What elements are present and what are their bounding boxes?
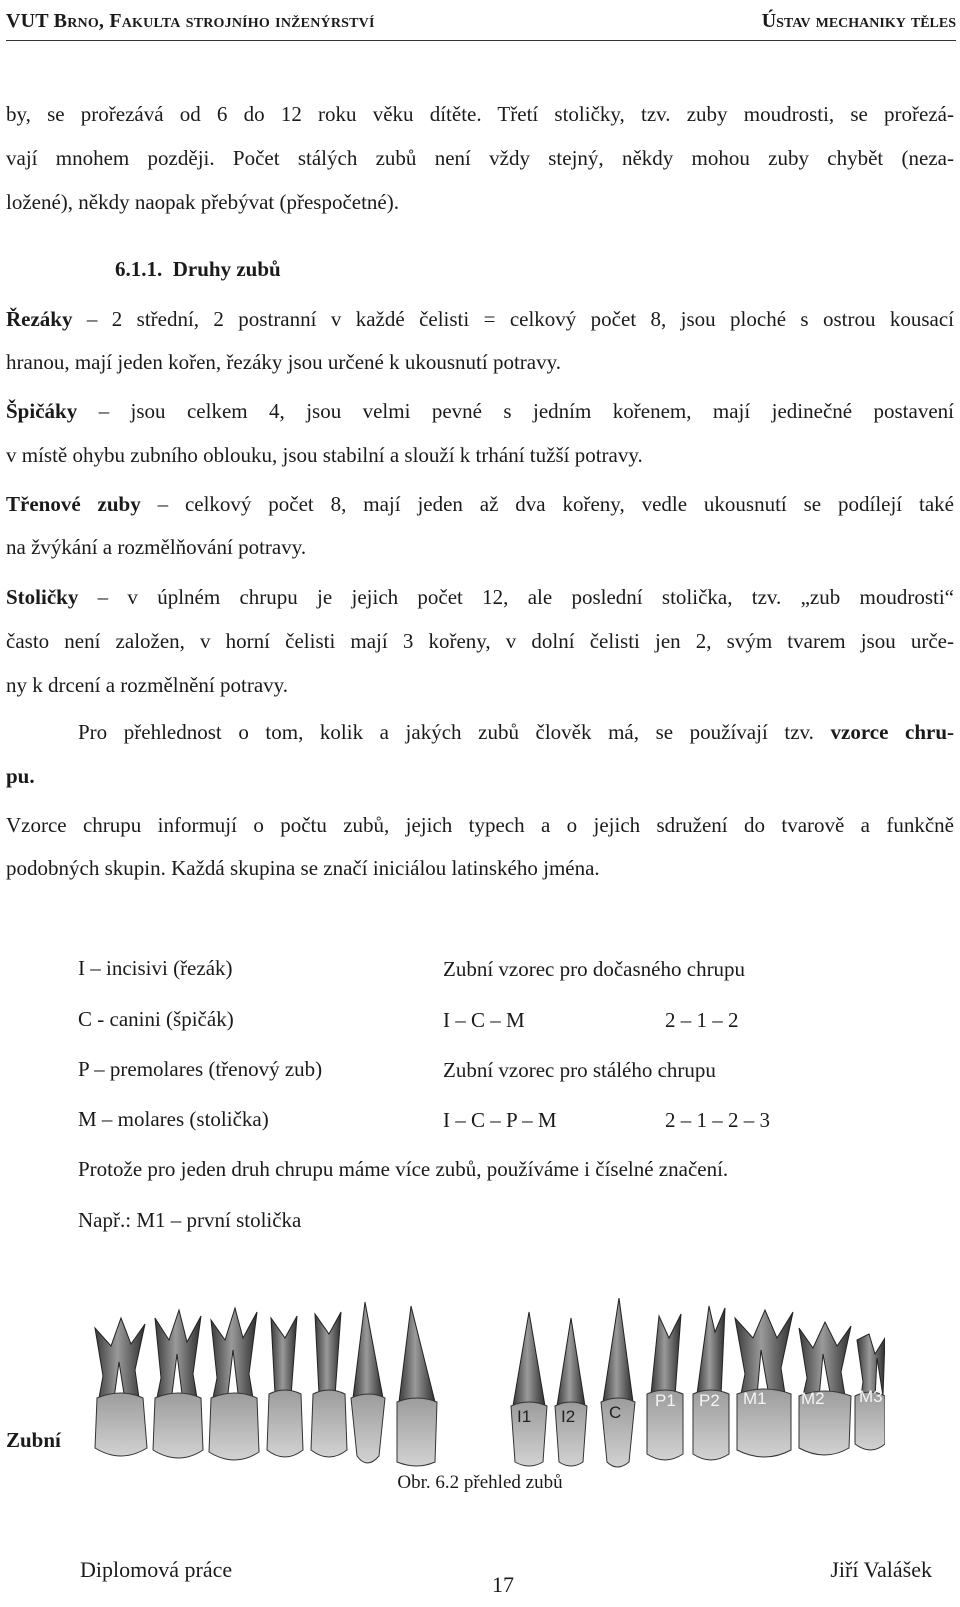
header-department: Ústav mechaniky těles <box>761 10 956 32</box>
footer-author: Jiří Valášek <box>830 1557 932 1582</box>
page-header <box>6 4 956 41</box>
tooth-premolar-2 <box>311 1312 347 1457</box>
footer-page-number: 17 <box>492 1572 514 1597</box>
numbering-sentence: Protože pro jeden druh chrupu máme více zubů, používáme i číselné značení. <box>78 1157 729 1181</box>
stolicky-text-1: – v úplném chrupu je jejich počet 12, ale poslední stolička, tzv. „zub moudrosti“ <box>78 585 954 609</box>
tooth-molar-2 <box>153 1310 203 1458</box>
tooth-I1 <box>511 1312 547 1466</box>
legend-premolares: P – premolares (třenový zub) <box>78 1057 323 1081</box>
tooth-molar-1 <box>95 1318 147 1456</box>
formula-perm-title: Zubní vzorec pro stálého chrupu <box>443 1058 716 1082</box>
intro-line-3: ložené), někdy naopak přebývat (přespočetné). <box>6 190 399 214</box>
trenove-line-1 <box>6 492 954 517</box>
vzorce-p2-line-2: podobných skupin. Každá skupina se značí iniciálou latinského jména. <box>6 856 600 880</box>
spicaky-line-2: v místě ohybu zubního oblouku, jsou stabilní a slouží k trhání tužší potravy. <box>6 443 643 467</box>
formula-temp-title: Zubní vzorec pro dočasného chrupu <box>443 957 746 981</box>
spicaky-line-1 <box>6 399 954 424</box>
trenove-text-1: – celkový počet 8, mají jeden až dva kořeny, vedle ukousnutí se podílejí také <box>140 492 954 516</box>
numbering-example: Např.: M1 – první stolička <box>78 1208 302 1232</box>
legend-incisivi: I – incisivi (řezák) <box>78 956 233 980</box>
vzorce-text: Pro přehlednost o tom, kolik a jakých zubů člověk má, se používají tzv. <box>78 720 831 744</box>
vzorce-bold-2: pu. <box>6 764 35 788</box>
tooth-I2 <box>555 1318 587 1466</box>
figure-cut-label: Zubní <box>6 1428 61 1452</box>
stolicky-line-3: ny k drcení a rozmělnění potravy. <box>6 673 289 697</box>
tooth-incisor-1 <box>397 1306 437 1466</box>
label-M1: M1 <box>743 1389 767 1408</box>
label-M2: M2 <box>801 1389 825 1408</box>
label-C: C <box>609 1403 622 1422</box>
label-P2: P2 <box>699 1391 720 1410</box>
tooth-C <box>601 1298 635 1467</box>
section-heading <box>115 257 281 282</box>
tooth-M1 <box>735 1310 793 1457</box>
stolicky-line-1 <box>6 585 954 610</box>
trenove-term: Třenové zuby <box>6 492 141 516</box>
label-M3: M3 <box>859 1387 883 1406</box>
rezaky-line-1 <box>6 307 954 332</box>
vzorce-line-1 <box>78 720 954 745</box>
label-I2: I2 <box>561 1407 576 1426</box>
label-P1: P1 <box>655 1391 676 1410</box>
tooth-P2 <box>693 1306 729 1460</box>
section-title: Druhy zubů <box>172 257 281 281</box>
formula-perm-letters: I – C – P – M <box>443 1108 557 1132</box>
formula-temp-numbers: 2 – 1 – 2 <box>665 1008 739 1032</box>
tooth-molar-3 <box>209 1308 259 1460</box>
vzorce-p2-line-1: Vzorce chrupu informují o počtu zubů, jejich typech a o jejich sdružení do tvarově a funkčně <box>6 813 954 837</box>
intro-line-1: by, se prořezává od 6 do 12 roku věku dítěte. Třetí stoličky, tzv. zuby moudrosti, se prořezá- <box>6 102 954 126</box>
spicaky-text-1: – jsou celkem 4, jsou velmi pevné s jedním kořenem, mají jedinečné postavení <box>77 399 954 423</box>
rezaky-text-1: – 2 střední, 2 postranní v každé čelisti = celkový počet 8, jsou ploché s ostrou kousací <box>72 307 954 331</box>
label-I1: I1 <box>517 1407 532 1426</box>
stolicky-term: Stoličky <box>6 585 79 609</box>
intro-line-2: vají mnohem později. Počet stálých zubů není vždy stejný, někdy mohou zuby chybět (neza- <box>6 146 954 170</box>
vzorce-bold-1: vzorce chru- <box>830 720 954 744</box>
legend-canini: C - canini (špičák) <box>78 1007 234 1031</box>
tooth-P1 <box>647 1314 683 1460</box>
stolicky-line-2: často není založen, v horní čelisti mají 3 kořeny, v dolní čelisti jen 2, svým tvarem jsou urče- <box>6 629 954 653</box>
tooth-premolar-1 <box>267 1316 303 1457</box>
header-institution: VUT Brno, Fakulta strojního inženýrství <box>6 10 375 32</box>
trenove-line-2: na žvýkání a rozmělňování potravy. <box>6 535 307 559</box>
spicaky-term: Špičáky <box>6 399 78 423</box>
figure-caption: Obr. 6.2 přehled zubů <box>397 1472 563 1493</box>
rezaky-line-2: hranou, mají jeden kořen, řezáky jsou určené k ukousnutí potravy. <box>6 350 561 374</box>
tooth-canine <box>351 1302 385 1463</box>
legend-molares: M – molares (stolička) <box>78 1107 269 1131</box>
section-number: 6.1.1. <box>115 257 163 281</box>
rezaky-term: Řezáky <box>6 307 73 331</box>
footer-thesis-type: Diplomová práce <box>80 1557 233 1582</box>
teeth-illustration <box>85 1298 885 1474</box>
formula-temp-letters: I – C – M <box>443 1008 525 1032</box>
formula-perm-numbers: 2 – 1 – 2 – 3 <box>665 1108 770 1132</box>
